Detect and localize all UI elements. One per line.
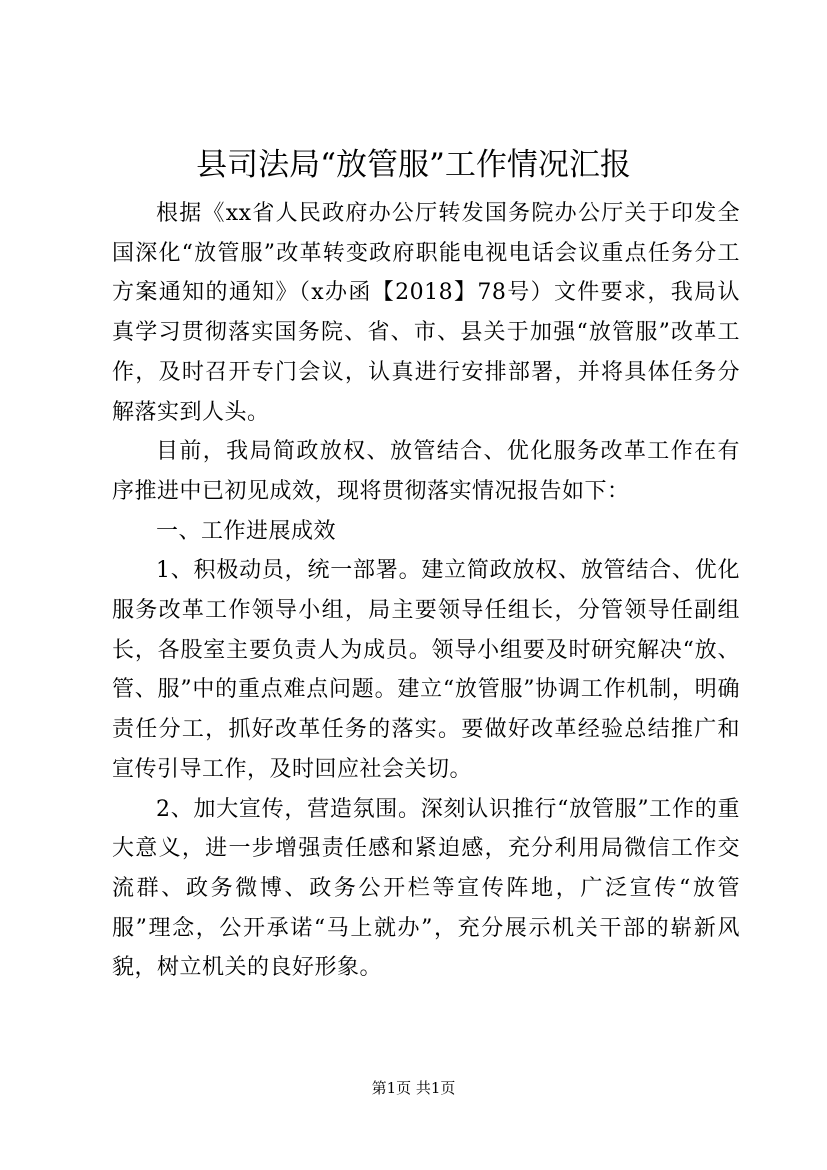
document-body — [112, 194, 740, 988]
intro-paragraph: 根据《xx省人民政府办公厅转发国务院办公厅关于印发全国深化“放管服”改革转变政府职能电视电话会议重点任务分工方案通知的通知》（x办函【2018】78号）文件要求，我局认真学习贯彻落实国务院、省、市、县关于加强“放管服”改革工作，及时召开专门会议，认真进行安排部署，并将具体任务分解落实到人头。 — [112, 201, 740, 425]
item-paragraph-2: 2、加大宣传，营造氛围。深刻认识推行“放管服”工作的重大意义，进一步增强责任感和紧迫感，充分利用局微信工作交流群、政务微博、政务公开栏等宣传阵地，广泛宣传“放管服”理念，公开承诺“马上就办”，充分展示机关干部的崭新风貌，树立机关的良好形象。 — [112, 796, 740, 981]
item-paragraph-1: 1、积极动员，统一部署。建立简政放权、放管结合、优化服务改革工作领导小组，局主要领导任组长，分管领导任副组长，各股室主要负责人为成员。领导小组要及时研究解决“放、管、服”中的重点难点问题。建立“放管服”协调工作机制，明确责任分工，抓好改革任务的落实。要做好改革经验总结推广和宣传引导工作，及时回应社会关切。 — [112, 558, 740, 782]
page-number-footer: 第1页 共1页 — [371, 1079, 456, 1097]
summary-paragraph: 目前，我局简政放权、放管结合、优化服务改革工作在有序推进中已初见成效，现将贯彻落实情况报告如下： — [112, 439, 740, 504]
document-title: 县司法局“放管服”工作情况汇报 — [196, 147, 631, 183]
section-heading: 一、工作进展成效 — [156, 518, 337, 544]
